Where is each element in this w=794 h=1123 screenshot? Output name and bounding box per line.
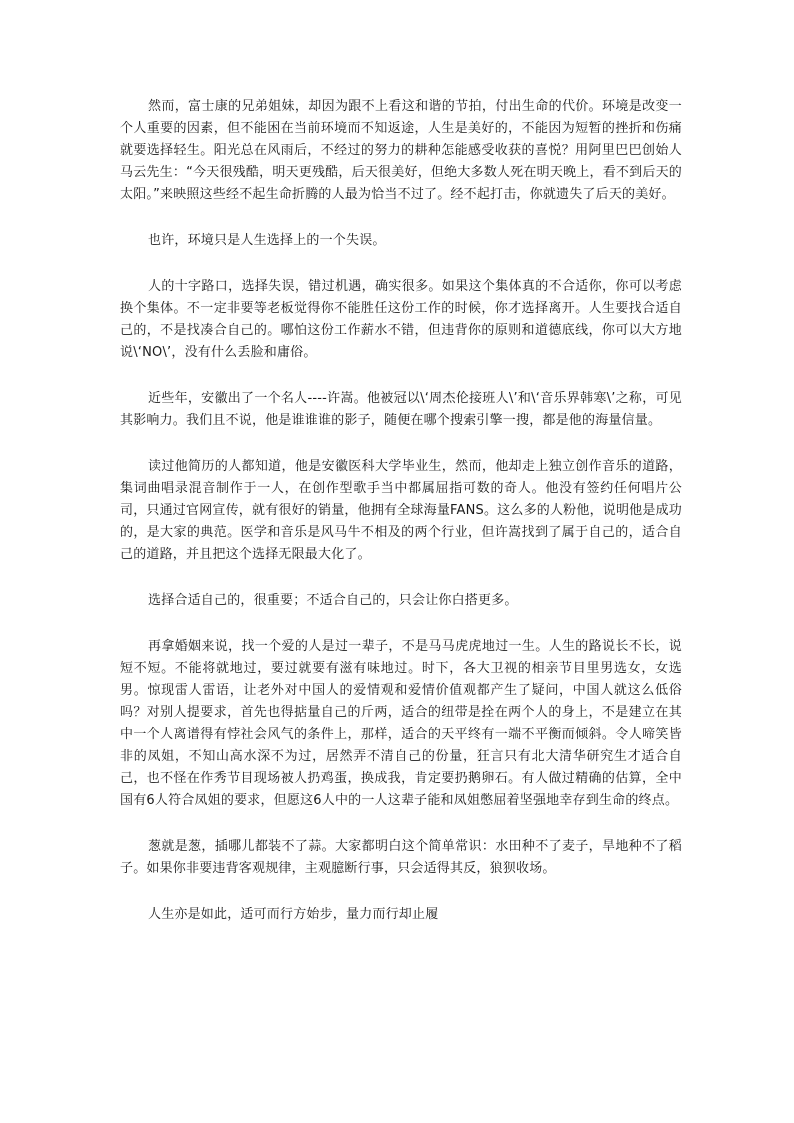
paragraph: 近些年，安徽出了一个名人----许嵩。他被冠以\‘周杰伦接班人\’和\‘音乐界韩寒\’之称，可见其影响力。我们且不说，他是谁谁谁的影子，随便在哪个搜索引擎一搜，都是他的海量信量。 [120, 391, 682, 428]
paragraph: 也许，环境只是人生选择上的一个失误。 [148, 233, 386, 248]
paragraph: 人生亦是如此，适可而行方始步，量力而行却止履 [148, 907, 439, 922]
paragraph: 然而，富士康的兄弟姐妹，却因为跟不上看这和谐的节拍，付出生命的代价。环境是改变一个人重要的因素，但不能困在当前环境而不知返途，人生是美好的，不能因为短暂的挫折和伤痛就要选择轻生。阳光总在风雨后，不经过的努力的耕种怎能感受收获的喜悦？用阿里巴巴创始人马云先生：“今天很残酷，明天更残酷，后天很美好，但绝大多数人死在明天晚上，看不到后天的太阳。”来映照这些经不起生命折腾的人最为恰当不过了。经不起打击，你就遗失了后天的美好。 [120, 99, 682, 202]
article-body [120, 96, 682, 950]
paragraph: 读过他简历的人都知道，他是安徽医科大学毕业生，然而，他却走上独立创作音乐的道路，集词曲唱录混音制作于一人，在创作型歌手当中都属屈指可数的奇人。他没有签约任何唱片公司，只通过官网宣传，就有很好的销量，他拥有全球海量FANS。这么多的人粉他，说明他是成功的，是大家的典范。医学和音乐是风马牛不相及的两个行业，但许嵩找到了属于自己的，适合自己的道路，并且把这个选择无限最大化了。 [120, 459, 682, 562]
paragraph: 人的十字路口，选择失误，错过机遇，确实很多。如果这个集体真的不合适你，你可以考虑换个集体。不一定非要等老板觉得你不能胜任这份工作的时候，你才选择离开。人生要找合适自己的，不是找凑合自己的。哪怕这份工作薪水不错，但违背你的原则和道德底线，你可以大方地说\‘NO\’，没有什么丢脸和庸俗。 [120, 279, 682, 360]
paragraph: 再拿婚姻来说，找一个爱的人是过一辈子，不是马马虎虎地过一生。人生的路说长不长，说短不短。不能将就地过，要过就要有滋有味地过。时下，各大卫视的相亲节目里男选女，女选男。惊现雷人雷语，让老外对中国人的爱情观和爱情价值观都产生了疑问，中国人就这么低俗吗？对别人提要求，首先也得掂量自己的斤两，适合的纽带是拴在两个人的身上，不是建立在其中一个人离谱得有悖社会风气的条件上，那样，适合的天平终有一端不平衡而倾斜。令人啼笑皆非的凤姐，不知山高水深不为过，居然弄不清自己的份量，狂言只有北大清华研究生才适合自己，也不怪在作秀节目现场被人扔鸡蛋，换成我，肯定要扔鹅卵石。有人做过精确的估算，全中国有6人符合凤姐的要求，但愿这6人中的一人这辈子能和凤姐憋屈着坚强地幸存到生命的终点。 [120, 639, 682, 808]
paragraph: 葱就是葱，插哪儿都装不了蒜。大家都明白这个简单常识：水田种不了麦子，旱地种不了稻子。如果你非要违背客观规律，主观臆断行事，只会适得其反，狼狈收场。 [120, 839, 682, 876]
paragraph: 选择合适自己的，很重要；不适合自己的，只会让你白搭更多。 [148, 593, 518, 608]
